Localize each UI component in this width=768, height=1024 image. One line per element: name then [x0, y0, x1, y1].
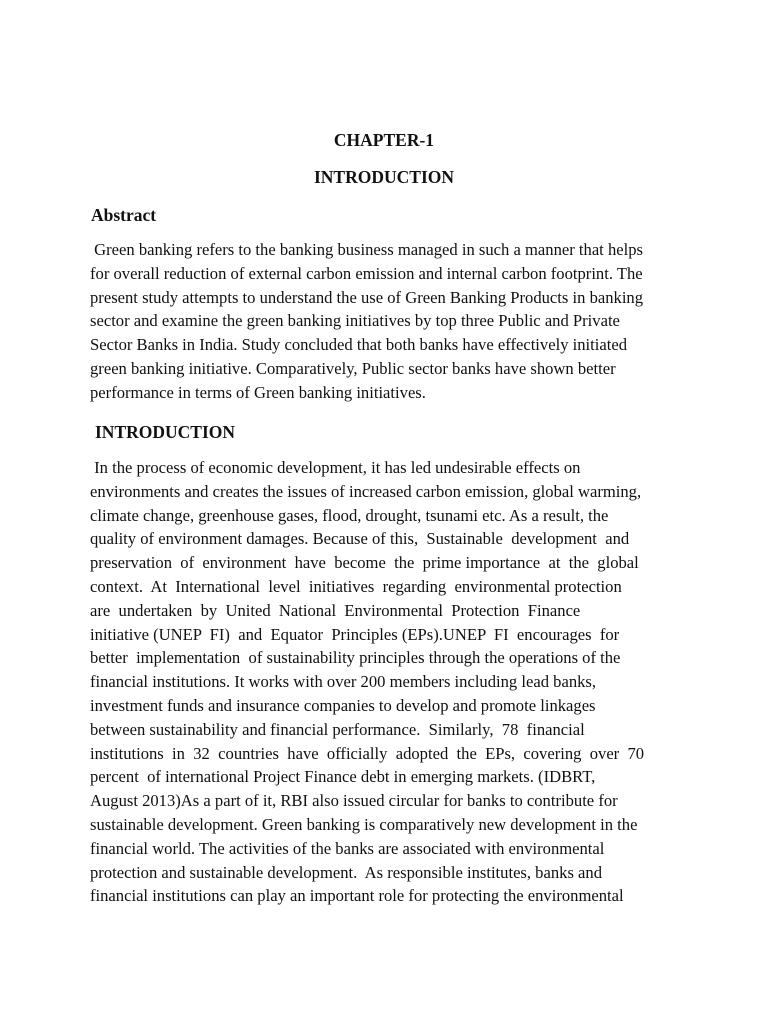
- paragraph-line: environments and creates the issues of increased carbon emission, global warming,: [90, 481, 642, 501]
- paragraph-line: August 2013)As a part of it, RBI also issued circular for banks to contribute for: [90, 791, 618, 811]
- paragraph-line: for overall reduction of external carbon emission and internal carbon footprint. The: [90, 263, 643, 283]
- abstract-paragraph: [90, 238, 682, 405]
- paragraph-line: performance in terms of Green banking initiatives.: [90, 382, 426, 402]
- chapter-label: CHAPTER-1: [333, 130, 435, 150]
- paragraph-line: climate change, greenhouse gases, flood, drought, tsunami etc. As a result, the: [90, 505, 609, 525]
- paragraph-line: percent of international Project Finance debt in emerging markets. (IDBRT,: [90, 767, 596, 787]
- paragraph-line: present study attempts to understand the use of Green Banking Products in banking: [90, 287, 644, 307]
- abstract-heading: Abstract: [91, 205, 157, 225]
- paragraph-line: sustainable development. Green banking is comparatively new development in the: [90, 814, 638, 834]
- paragraph-line: preservation of environment have become the prime importance at the global: [90, 553, 639, 573]
- introduction-paragraph: [90, 456, 682, 908]
- paragraph-line: financial world. The activities of the banks are associated with environmental: [90, 838, 605, 858]
- paragraph-line: protection and sustainable development. As responsible institutes, banks and: [90, 862, 603, 882]
- paragraph-line: quality of environment damages. Because of this, Sustainable development and: [90, 529, 630, 549]
- introduction-heading: INTRODUCTION: [95, 422, 236, 442]
- paragraph-line: between sustainability and financial performance. Similarly, 78 financial: [90, 719, 585, 739]
- chapter-title: INTRODUCTION: [313, 167, 455, 187]
- paragraph-line: context. At International level initiatives regarding environmental protection: [90, 576, 622, 596]
- paragraph-line: financial institutions. It works with over 200 members including lead banks,: [90, 672, 597, 692]
- paragraph-line: are undertaken by United National Environmental Protection Finance: [90, 600, 581, 620]
- paragraph-line: initiative (UNEP FI) and Equator Principles (EPs).UNEP FI encourages for: [90, 624, 620, 644]
- paragraph-line: institutions in 32 countries have officially adopted the EPs, covering over 70: [90, 743, 645, 763]
- paragraph-line: financial institutions can play an important role for protecting the environmental: [90, 886, 624, 906]
- paragraph-line: investment funds and insurance companies to develop and promote linkages: [90, 695, 596, 715]
- paragraph-line: sector and examine the green banking initiatives by top three Public and Private: [90, 311, 620, 331]
- paragraph-line: In the process of economic development, it has led undesirable effects on: [90, 458, 581, 477]
- paragraph-line: Sector Banks in India. Study concluded that both banks have effectively initiated: [90, 335, 628, 355]
- paragraph-line: green banking initiative. Comparatively, Public sector banks have shown better: [90, 358, 616, 378]
- paragraph-line: better implementation of sustainability principles through the operations of the: [90, 648, 621, 668]
- paragraph-line: Green banking refers to the banking business managed in such a manner that helps: [90, 240, 643, 259]
